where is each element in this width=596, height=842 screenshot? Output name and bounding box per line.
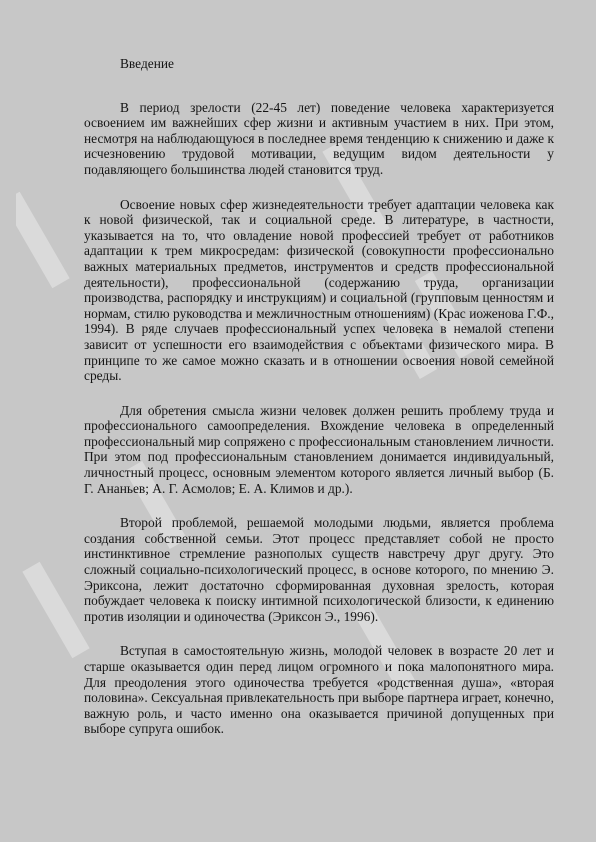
paragraph-2: Освоение новых сфер жизнедеятельности требует адаптации человека как к новой физической, так и социальной среде. В литературе, в частности, указывается на то, что овладение новой профессией требует от работников адаптации к трем микросредам: физической (совокупности профессионально важных материальных предметов, инструментов и средств профессиональной деятельности), профессиональной (содержанию труда, организации производства, распорядку и инструкциям) и социальной (групповым ценностям и нормам, стилю руководства и межличностным отношениям) (Крас иоженова Г.Ф., 1994). В ряде случаев профессиональный успех человека в немалой степени зависит от успешности его взаимодействия с объектами физического мира. В принципе то же самое можно сказать и в отношении освоения новой семейной среды. (84, 196, 554, 384)
document-heading: Введение (120, 56, 174, 71)
paragraph-3: Для обретения смысла жизни человек должен решить проблему труда и профессионального самоопределения. Вхождение человека в определенный профессиональный мир сопряжено с профессиональным становлением личности. При этом под профессиональным становлением донимается индивидуальный, личностный процесс, основным элементом которого является личный выбор (Б. Г. Ананьев; А. Г. Асмолов; Е. А. Климов и др.). (84, 402, 554, 496)
document-body (84, 56, 554, 737)
paragraph-5: Вступая в самостоятельную жизнь, молодой человек в возрасте 20 лет и старше оказывается один перед лицом огромного и пока малопонятного мира. Для преодоления этого одиночества требуется «родственная душа», «вторая половина». Сексуальная привлекательность при выборе партнера играет, конечно, важную роль, и часто именно она оказывается причиной допущенных при выборе супруга ошибок. (84, 643, 554, 737)
paragraph-1: В период зрелости (22-45 лет) поведение человека характеризуется освоением им важнейших сфер жизни и активным участием в них. При этом, несмотря на наблюдающуюся в последнее время тенденцию к снижению и даже к исчезновению трудовой мотивации, ведущим видом деятельности у подавляющего большинства людей становится труд. (84, 99, 554, 177)
paragraph-4: Второй проблемой, решаемой молодыми людьми, является проблема создания собственной семьи. Этот процесс представляет собой не просто инстинктивное стремление разнополых существ навстречу друг другу. Это сложный социально-психологический процесс, в основе которого, по мнению Э. Эриксона, лежит достаточно сформированная духовная зрелость, которая побуждает человека к поиску интимной психологической близости, к единению против изоляции и одиночества (Эриксон Э., 1996). (84, 515, 554, 624)
